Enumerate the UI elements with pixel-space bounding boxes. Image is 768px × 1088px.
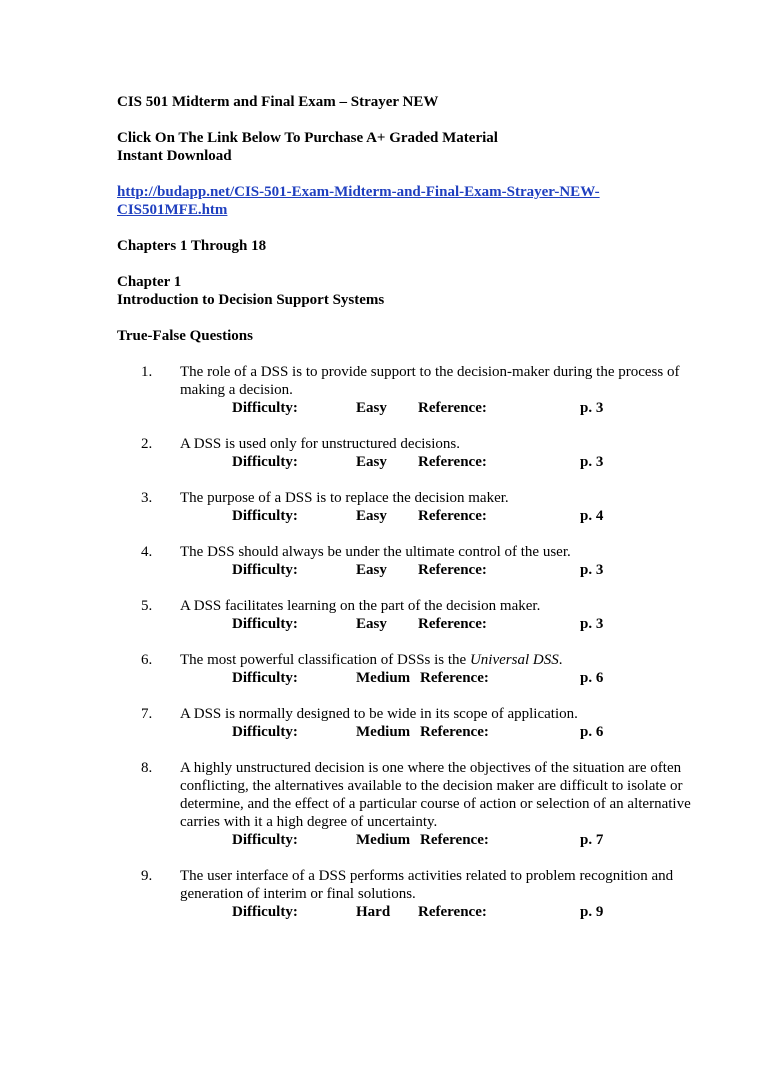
purchase-link-continued[interactable]: CIS501MFE.htm: [117, 202, 228, 218]
question-text: A highly unstructured decision is one where the objectives of the situation are often conflicting, the alternatives available to the decision maker are difficult to isolate or determine, and the effect of a particular course of action or selection of an alternative carries with it a high degree of uncertainty.: [180, 760, 691, 830]
question-number: 7.: [141, 706, 153, 722]
difficulty-value: Easy: [356, 508, 387, 524]
section-heading: True-False Questions: [117, 328, 253, 344]
purchase-link[interactable]: http://budapp.net/CIS-501-Exam-Midterm-and-Final-Exam-Strayer-NEW-: [117, 184, 600, 200]
question-number: 3.: [141, 490, 153, 506]
chapters-range: Chapters 1 Through 18: [117, 238, 267, 254]
reference-label: Reference:: [420, 670, 489, 686]
difficulty-value: Easy: [356, 562, 387, 578]
question-number: 1.: [141, 364, 153, 380]
question-text: The purpose of a DSS is to replace the decision maker.: [180, 490, 509, 506]
reference-page: p. 4: [580, 508, 604, 524]
difficulty-value: Medium: [356, 670, 411, 686]
reference-page: p. 3: [580, 454, 604, 470]
question-text: A DSS facilitates learning on the part of the decision maker.: [180, 598, 541, 614]
reference-page: p. 6: [580, 670, 604, 686]
document-page: [117, 93, 717, 939]
question-item: [117, 867, 717, 921]
difficulty-label: Difficulty:: [232, 454, 298, 470]
question-item: [117, 363, 717, 417]
reference-label: Reference:: [420, 724, 489, 740]
difficulty-label: Difficulty:: [232, 562, 298, 578]
reference-page: p. 3: [580, 562, 604, 578]
difficulty-value: Medium: [356, 724, 411, 740]
reference-page: p. 3: [580, 400, 604, 416]
question-item: [117, 705, 717, 741]
difficulty-label: Difficulty:: [232, 904, 298, 920]
question-item: [117, 489, 717, 525]
document-title: CIS 501 Midterm and Final Exam – Strayer NEW: [117, 94, 439, 110]
reference-label: Reference:: [418, 454, 487, 470]
difficulty-value: Hard: [356, 904, 391, 920]
question-item: [117, 651, 717, 687]
question-item: [117, 597, 717, 633]
instant-download-text: Instant Download: [117, 148, 232, 164]
question-number: 4.: [141, 544, 153, 560]
chapter-title: Introduction to Decision Support Systems: [117, 292, 385, 308]
question-text: The user interface of a DSS performs activities related to problem recognition and generation of interim or final solutions.: [180, 868, 674, 902]
question-item: [117, 759, 717, 849]
reference-page: p. 9: [580, 904, 604, 920]
reference-page: p. 6: [580, 724, 604, 740]
question-number: 9.: [141, 868, 153, 884]
question-list: [117, 363, 717, 921]
chapter-heading: Chapter 1: [117, 274, 182, 290]
reference-label: Reference:: [420, 832, 489, 848]
question-text: The DSS should always be under the ultimate control of the user.: [180, 544, 571, 560]
purchase-notice: Click On The Link Below To Purchase A+ Graded Material: [117, 130, 498, 146]
reference-label: Reference:: [418, 562, 487, 578]
difficulty-label: Difficulty:: [232, 724, 298, 740]
reference-label: Reference:: [418, 400, 487, 416]
difficulty-value: Easy: [356, 454, 387, 470]
difficulty-label: Difficulty:: [232, 670, 298, 686]
difficulty-value: Easy: [356, 400, 387, 416]
question-number: 2.: [141, 436, 153, 452]
difficulty-label: Difficulty:: [232, 616, 298, 632]
question-item: [117, 435, 717, 471]
question-text: The role of a DSS is to provide support to the decision-maker during the process of making a decision.: [180, 364, 680, 398]
question-text: The most powerful classification of DSSs is the Universal DSS.: [180, 652, 563, 668]
question-number: 6.: [141, 652, 153, 668]
reference-page: p. 3: [580, 616, 604, 632]
difficulty-value: Easy: [356, 616, 387, 632]
reference-label: Reference:: [418, 904, 487, 920]
reference-label: Reference:: [418, 616, 487, 632]
italic-term: Universal DSS: [469, 652, 559, 668]
difficulty-label: Difficulty:: [232, 508, 298, 524]
question-number: 5.: [141, 598, 153, 614]
reference-page: p. 7: [580, 832, 604, 848]
question-text: A DSS is used only for unstructured decisions.: [180, 436, 460, 452]
difficulty-value: Medium: [356, 832, 411, 848]
reference-label: Reference:: [418, 508, 487, 524]
difficulty-label: Difficulty:: [232, 400, 298, 416]
difficulty-label: Difficulty:: [232, 832, 298, 848]
question-text: A DSS is normally designed to be wide in its scope of application.: [180, 706, 578, 722]
question-number: 8.: [141, 760, 153, 776]
question-item: [117, 543, 717, 579]
